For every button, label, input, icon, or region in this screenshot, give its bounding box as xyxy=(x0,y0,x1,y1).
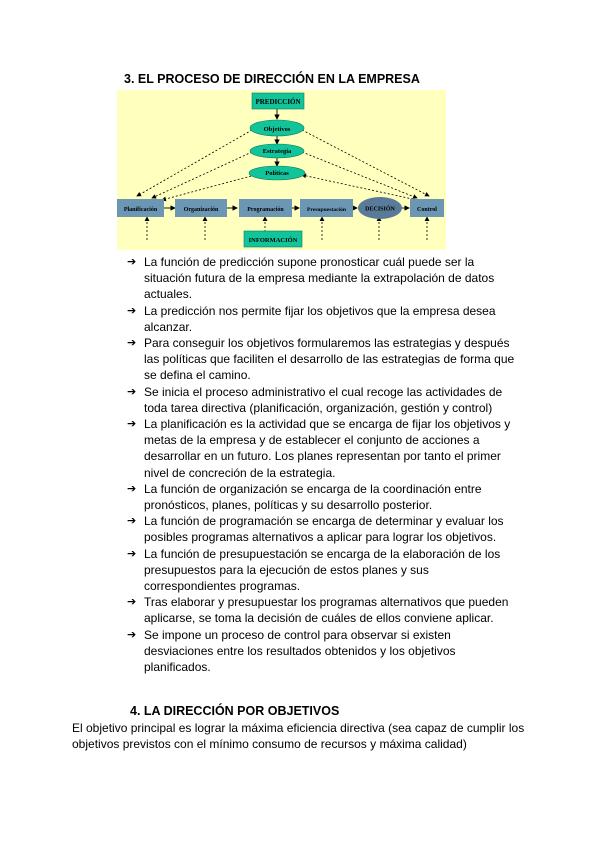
programacion-label: Programación xyxy=(247,207,284,213)
bullet-list xyxy=(127,254,522,675)
presupuestacion-label: Presupuestación xyxy=(306,207,347,213)
arrow-bullet-icon: ➔ xyxy=(127,384,137,398)
arrow-bullet-icon: ➔ xyxy=(127,336,137,350)
section-3-heading: 3. EL PROCESO DE DIRECCIÓN EN LA EMPRESA xyxy=(124,72,420,86)
organizacion-label: Organización xyxy=(183,207,219,213)
arrow-bullet-icon: ➔ xyxy=(127,417,137,431)
decision-label: DECISIÓN xyxy=(365,206,395,213)
list-item: ➔ La función de organización se encarga de la coordinación entre pronósticos, planes, políticas y su desarrollo posterior. xyxy=(127,481,482,513)
arrow-bullet-icon: ➔ xyxy=(127,481,137,495)
list-item: ➔ Tras elaborar y presupuestar los programas alternativos que pueden aplicarse, se toma la decisión de cuáles de ellos conviene aplicar. xyxy=(127,595,509,626)
management-process-diagram xyxy=(117,90,446,250)
list-item: ➔ La función de presupuestación se encarga de la elaboración de los presupuestos para la ejecución de estos planes y sus correspondientes programas. xyxy=(127,546,501,594)
list-item: ➔ Se impone un proceso de control para observar si existen desviaciones entre los resultados obtenidos y los objetivos planificados. xyxy=(127,627,456,675)
arrow-bullet-icon: ➔ xyxy=(127,546,137,560)
section-4-paragraph: El objetivo principal es lograr la máxima eficiencia directiva (sea capaz de cumplir los objetivos previstos con el mínimo consumo de recursos y máxima calidad) xyxy=(72,721,525,751)
list-item: ➔ La función de predicción supone pronosticar cuál puede ser la situación futura de la empresa mediante la extrapolación de datos actuales. xyxy=(127,255,495,302)
arrow-bullet-icon: ➔ xyxy=(127,303,137,317)
list-item: ➔ La planificación es la actividad que se encarga de fijar los objetivos y metas de la empresa y de establecer el conjunto de acciones a desarrollar en un futuro. Los planes representan por tanto el primer nivel de concreción de la estrategia. xyxy=(127,417,511,480)
list-item: ➔ La función de programación se encarga de determinar y evaluar los posibles programas alternativos a aplicar para lograr los objetivos. xyxy=(127,514,504,545)
arrow-bullet-icon: ➔ xyxy=(127,627,137,641)
list-item: ➔ Para conseguir los objetivos formularemos las estrategias y después las políticas que faciliten el desarrollo de las estrategias de forma que se defina el camino. xyxy=(127,336,515,383)
control-label: Control xyxy=(417,207,437,213)
arrow-bullet-icon: ➔ xyxy=(127,595,137,609)
section-4-heading: 4. LA DIRECCIÓN POR OBJETIVOS xyxy=(130,704,340,718)
prediccion-label: PREDICCIÓN xyxy=(255,98,301,106)
estrategia-label: Estrategia xyxy=(262,148,292,155)
list-item: ➔ Se inicia el proceso administrativo el cual recoge las actividades de toda tarea directiva (planificación, organización, gestión y control) xyxy=(127,384,503,415)
arrow-bullet-icon: ➔ xyxy=(127,514,137,528)
informacion-label: INFORMACIÓN xyxy=(248,237,298,244)
objetivos-label: Objetivos xyxy=(263,126,291,133)
politicas-label: Políticas xyxy=(265,170,289,177)
planificacion-label: Planificación xyxy=(123,207,158,213)
list-item: ➔ La predicción nos permite fijar los objetivos que la empresa desea alcanzar. xyxy=(127,303,496,334)
arrow-bullet-icon: ➔ xyxy=(127,255,137,268)
